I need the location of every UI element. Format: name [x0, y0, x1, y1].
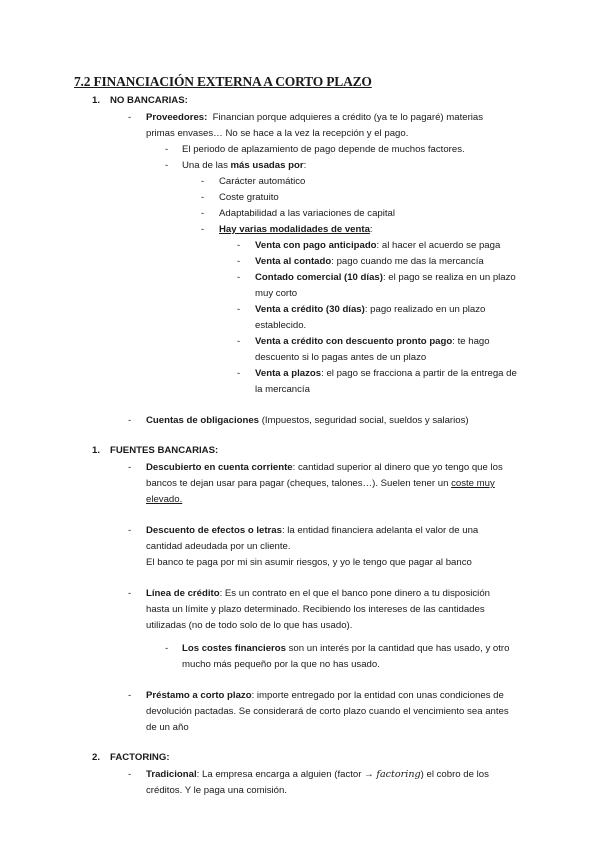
modalidad-label: Venta al contado: [255, 256, 332, 267]
prestamo-line-1: [146, 688, 504, 704]
bullet-dash: -: [165, 160, 169, 171]
bullet-dash: -: [237, 256, 241, 267]
modalidad-text: : pago realizado en un plazo: [364, 304, 486, 315]
modalidad-label: Contado comercial (10 días): [255, 272, 383, 283]
tradicional-text: ) el cobro de los: [420, 769, 489, 780]
bullet-dash: -: [128, 525, 132, 536]
proveedores-line-1: [146, 110, 483, 126]
linea-credito-line-3: utilizadas (no de todo solo de lo que has usado).: [146, 620, 353, 631]
efectos-line-2: cantidad adeudada por un cliente.: [146, 541, 291, 552]
mas-usadas-pre: Una de las: [182, 160, 231, 171]
proveedores-line-2: primas envases… No se hace a la vez la recepción y el pago.: [146, 128, 409, 139]
modalidad-text: : pago cuando me das la mercancía: [331, 256, 484, 267]
modalidad-text-cont: descuento si lo pagas antes de un plazo: [255, 352, 427, 363]
modalidad-label: Venta a crédito (30 días): [255, 304, 365, 315]
section-number: 2.: [92, 752, 101, 763]
bullet-dash: -: [237, 304, 241, 315]
section-number: 1.: [92, 95, 101, 106]
bullet-dash: -: [237, 240, 241, 251]
bullet-dash: -: [165, 643, 169, 654]
costes-label: Los costes financieros: [182, 643, 286, 654]
mas-usadas-bold: más usadas por: [230, 160, 304, 171]
linea-credito-text: : Es un contrato en el que el banco pone dinero a tu disposición: [219, 588, 490, 599]
modalidades-heading: [219, 222, 373, 238]
descubierto-underlined: coste muy: [451, 478, 495, 489]
efectos-line-3: El banco te paga por mi sin asumir riesgos, y yo le tengo que pagar al banco: [146, 557, 472, 568]
bullet-dash: -: [128, 690, 132, 701]
prestamo-text: : importe entregado por la entidad con unas condiciones de: [251, 690, 504, 701]
efectos-text: : la entidad financiera adelanta el valor de una: [281, 525, 479, 536]
bullet-dash: -: [201, 224, 205, 235]
mas-usadas-post: :: [303, 160, 307, 171]
modalidades-post: :: [369, 224, 373, 235]
cuentas-label: Cuentas de obligaciones: [146, 415, 260, 426]
section-heading-fuentes-bancarias: FUENTES BANCARIAS:: [110, 445, 219, 456]
prestamo-label: Préstamo a corto plazo: [146, 690, 252, 701]
factoring-term: factoring: [376, 769, 421, 780]
bullet-dash: -: [128, 769, 132, 780]
linea-credito-line-2: hasta un límite y plazo determinado. Recibiendo los intereses de las cantidades: [146, 604, 485, 615]
linea-credito-label: Línea de crédito: [146, 588, 220, 599]
modalidad-credito-descuento: [255, 334, 490, 350]
modalidad-text-cont: establecido.: [255, 320, 307, 331]
modalidad-text: : te hago: [452, 336, 490, 347]
bullet-dash: -: [128, 588, 132, 599]
bullet-dash: -: [201, 192, 205, 203]
bullet-dash: -: [237, 272, 241, 283]
descubierto-text: bancos te dejan usar para pagar (cheques, talones…). Suelen tener un: [146, 478, 452, 489]
descubierto-line-2: [146, 476, 495, 492]
bullet-dash: -: [201, 208, 205, 219]
prestamo-line-2: devolución pactadas. Se considerará de corto plazo cuando el vencimiento sea antes: [146, 706, 509, 717]
modalidad-label: Venta con pago anticipado: [255, 240, 377, 251]
modalidad-text: : el pago se fracciona a partir de la entrega de: [321, 368, 517, 379]
tradicional-label: Tradicional: [146, 769, 197, 780]
bullet-dash: -: [128, 415, 132, 426]
section-heading-factoring: FACTORING:: [110, 752, 170, 763]
modalidad-credito: [255, 302, 485, 318]
bullet-dash: -: [128, 112, 132, 123]
aplazamiento-text: El periodo de aplazamiento de pago depende de muchos factores.: [182, 144, 465, 155]
descubierto-line-1: [146, 460, 503, 476]
list-item: Carácter automático: [219, 176, 306, 187]
descubierto-label: Descubierto en cuenta corriente: [146, 462, 293, 473]
modalidad-text-cont: la mercancía: [255, 384, 310, 395]
bullet-dash: -: [128, 462, 132, 473]
bullet-dash: -: [237, 336, 241, 347]
tradicional-line-2: créditos. Y le paga una comisión.: [146, 785, 287, 796]
modalidad-text: : el pago se realiza en un plazo: [382, 272, 516, 283]
mas-usadas-line: [182, 158, 306, 174]
costes-financieros-line-1: [182, 641, 509, 657]
modalidad-pago-anticipado: [255, 238, 500, 254]
modalidad-label: Venta a plazos: [255, 368, 322, 379]
efectos-label: Descuento de efectos o letras: [146, 525, 282, 536]
descubierto-line-3: elevado.: [146, 494, 183, 505]
list-item: Adaptabilidad a las variaciones de capital: [219, 208, 395, 219]
costes-financieros-line-2: mucho más pequeño por la que no has usado.: [182, 659, 380, 670]
section-heading-no-bancarias: NO BANCARIAS:: [110, 95, 188, 106]
descubierto-text: : cantidad superior al dinero que yo tengo que los: [292, 462, 503, 473]
bullet-dash: -: [165, 144, 169, 155]
modalidad-text-cont: muy corto: [255, 288, 298, 299]
section-number: 1.: [92, 445, 101, 456]
costes-text: son un interés por la cantidad que has usado, y otro: [285, 643, 510, 654]
bullet-dash: -: [201, 176, 205, 187]
modalidad-text: : al hacer el acuerdo se paga: [376, 240, 501, 251]
bullet-dash: -: [237, 368, 241, 379]
modalidad-plazos: [255, 366, 517, 382]
cuentas-obligaciones: [146, 413, 469, 429]
cuentas-text: (Impuestos, seguridad social, sueldos y salarios): [259, 415, 469, 426]
proveedores-label: Proveedores:: [146, 112, 208, 123]
tradicional-line-1: [146, 767, 489, 783]
modalidad-contado-comercial: [255, 270, 516, 286]
arrow-icon: →: [364, 769, 374, 780]
linea-credito-line-1: [146, 586, 490, 602]
list-item: Coste gratuito: [219, 192, 279, 203]
tradicional-text: : La empresa encarga a alguien (factor: [196, 769, 365, 780]
proveedores-text: Financian porque adquieres a crédito (ya te lo pagaré) materias: [212, 112, 484, 123]
page-title: 7.2 FINANCIACIÓN EXTERNA A CORTO PLAZO: [74, 74, 372, 89]
modalidades-bold: Hay varias modalidades de venta: [219, 224, 370, 235]
modalidad-label: Venta a crédito con descuento pronto pago: [255, 336, 453, 347]
prestamo-line-3: de un año: [146, 722, 189, 733]
modalidad-contado: [255, 254, 484, 270]
efectos-line-1: [146, 523, 478, 539]
